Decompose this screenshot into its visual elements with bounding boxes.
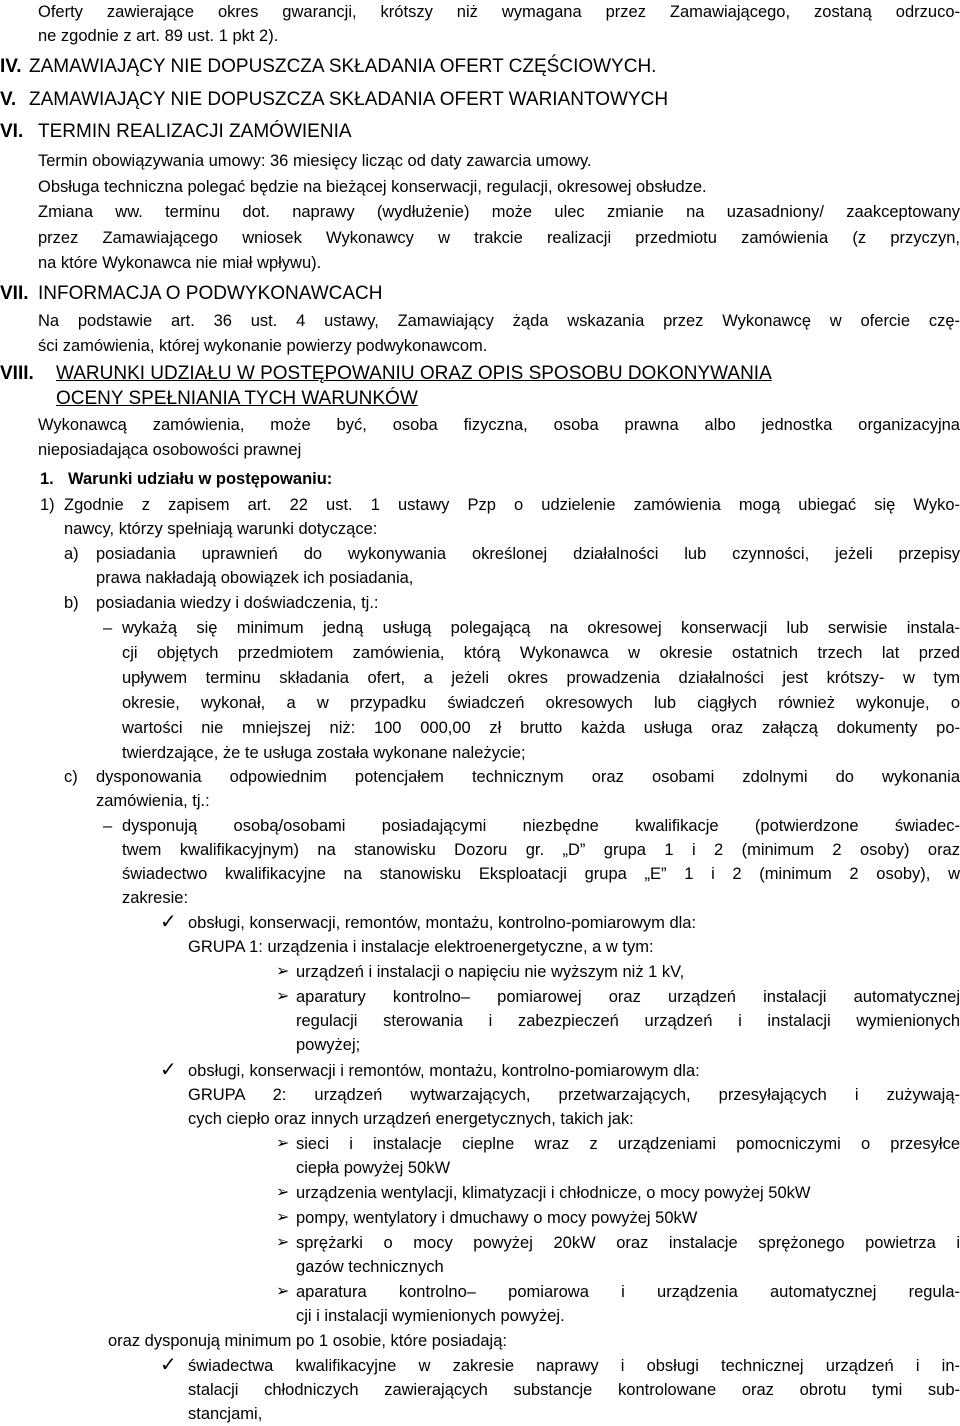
item-a-marker: a) xyxy=(64,545,79,563)
check-2-text: obsługi, konserwacji i remontów, montażu, kontrolno-pomiarowym dla: xyxy=(188,1062,700,1080)
check-2-arrow-4-line-2: gazów technicznych xyxy=(296,1258,444,1276)
section-iv-title: ZAMAWIAJĄCY NIE DOPUSZCZA SKŁADANIA OFERT CZĘŚCIOWYCH. xyxy=(29,56,657,77)
check-1-arrow-2-line-3: powyżej; xyxy=(296,1036,361,1054)
item-b-marker: b) xyxy=(64,594,79,612)
section-vi-number: VI. xyxy=(0,121,24,142)
closing-line: oraz dysponują minimum po 1 osobie, które posiadają: xyxy=(108,1332,507,1350)
check-icon: ✓ xyxy=(160,1354,177,1376)
arrow-icon: ➢ xyxy=(276,988,290,1005)
section-viii-line-2: nieposiadająca osobowości prawnej xyxy=(38,441,302,459)
section-viii-heading xyxy=(0,362,960,386)
section-vii-number: VII. xyxy=(0,283,29,304)
section-viii-title-line-1: WARUNKI UDZIAŁU W POSTĘPOWANIU ORAZ OPIS SPOSOBU DOKONYWANIA xyxy=(56,363,772,384)
check-2-group-line-2: cych ciepło oraz innych urządzeń energetycznych, takich jak: xyxy=(188,1110,634,1128)
section-vi-line-3: Zmiana ww. terminu dot. naprawy (wydłużenie) może ulec zmianie na uzasadniony/ zaakceptowany xyxy=(38,203,960,221)
check-2-group-line-1: GRUPA 2: urządzeń wytwarzających, przetwarzających, przesyłających i zużywają- xyxy=(188,1086,960,1104)
section-vi-line-2: Obsługa techniczna polegać będzie na bieżącej konserwacji, regulacji, okresowej obsłudze. xyxy=(38,178,707,196)
check-1-arrow-2-line-1: aparatury kontrolno– pomiarowej oraz urządzeń instalacji automatycznej xyxy=(296,988,960,1006)
check-1-group: GRUPA 1: urządzenia i instalacje elektroenergetyczne, a w tym: xyxy=(188,938,654,956)
item-b-text: posiadania wiedzy i doświadczenia, tj.: xyxy=(96,594,379,612)
item-c-dash-line-2: twem kwalifikacyjnym) na stanowisku Dozoru gr. „D” grupa 1 i 2 (minimum 2 osoby) oraz xyxy=(122,841,960,859)
section-vii-line-1: Na podstawie art. 36 ust. 4 ustawy, Zamawiający żąda wskazania przez Wykonawcę w ofercie czę- xyxy=(38,312,960,330)
check-2-arrow-5-line-2: cji i instalacji wymienionych powyżej. xyxy=(296,1307,565,1325)
item-1-marker: 1) xyxy=(40,496,55,514)
arrow-icon: ➢ xyxy=(276,1283,290,1300)
item-c-dash-line-4: zakresie: xyxy=(122,889,189,907)
check-3-line-1: świadectwa kwalifikacyjne w zakresie naprawy i obsługi technicznej urządzeń i in- xyxy=(188,1357,960,1375)
intro-line-1: Oferty zawierające okres gwarancji, krótszy niż wymagana przez Zamawiającego, zostaną odrzuco- xyxy=(38,3,960,21)
item-1-line-2: nawcy, którzy spełniają warunki dotyczące: xyxy=(64,520,378,538)
item-c-dash-marker: – xyxy=(103,817,113,835)
item-b-dash-line-1: wykażą się minimum jedną usługą polegającą na okresowej konserwacji lub serwisie instala- xyxy=(122,619,960,637)
check-1-arrow-2-line-2: regulacji sterowania i zabezpieczeń urządzeń i instalacji wymienionych xyxy=(296,1012,960,1030)
subsection-1-title: Warunki udziału w postępowaniu: xyxy=(68,470,333,488)
check-2-arrow-5-line-1: aparatura kontrolno– pomiarowa i urządzenia automatycznej regula- xyxy=(296,1283,960,1301)
check-2-arrow-1-line-2: ciepła powyżej 50kW xyxy=(296,1159,451,1177)
item-c-dash-line-1: dysponują osobą/osobami posiadającymi niezbędne kwalifikacje (potwierdzone świadec- xyxy=(122,817,960,835)
section-vii-title: INFORMACJA O PODWYKONAWCACH xyxy=(38,283,383,304)
arrow-icon: ➢ xyxy=(276,1234,290,1251)
check-3-line-3: stancjami, xyxy=(188,1405,263,1423)
section-vi-line-1: Termin obowiązywania umowy: 36 miesięcy licząc od daty zawarcia umowy. xyxy=(38,152,592,170)
section-v-title: ZAMAWIAJĄCY NIE DOPUSZCZA SKŁADANIA OFERT WARIANTOWYCH xyxy=(29,89,669,110)
section-vi-line-5: na które Wykonawca nie miał wpływu). xyxy=(38,254,322,272)
item-c-marker: c) xyxy=(64,768,78,786)
check-3-line-2: stalacji chłodniczych zawierających substancje kontrolowane oraz obrotu tymi sub- xyxy=(188,1381,960,1399)
arrow-icon: ➢ xyxy=(276,1184,290,1201)
item-b-dash-marker: – xyxy=(103,619,113,637)
check-1-arrow-1-line-1: urządzeń i instalacji o napięciu nie wyższym niż 1 kV, xyxy=(296,963,685,981)
check-1-text: obsługi, konserwacji, remontów, montażu, kontrolno-pomiarowym dla: xyxy=(188,914,697,932)
item-c-line-1: dysponowania odpowiednim potencjałem technicznym oraz osobami zdolnymi do wykonania xyxy=(96,768,960,786)
item-b-dash-line-4: okresie, wykonał, a w przypadku świadczeń okresowych lub ciągłych również wykonuje, o xyxy=(122,694,960,712)
section-vi-title: TERMIN REALIZACJI ZAMÓWIENIA xyxy=(38,121,352,142)
check-2-arrow-1-line-1: sieci i instalacje cieplne wraz z urządzeniami pomocniczymi o przesyłce xyxy=(296,1135,960,1153)
section-viii-title-line-2: OCENY SPEŁNIANIA TYCH WARUNKÓW xyxy=(56,388,418,409)
item-1-line-1: Zgodnie z zapisem art. 22 ust. 1 ustawy Pzp o udzielenie zamówienia mogą ubiegać się Wyko- xyxy=(64,496,960,514)
section-viii-line-1: Wykonawcą zamówienia, może być, osoba fizyczna, osoba prawna albo jednostka organizacyjna xyxy=(38,416,960,434)
check-icon: ✓ xyxy=(160,911,177,933)
section-vii-line-2: ści zamówienia, której wykonanie powierzy podwykonawcom. xyxy=(38,337,488,355)
check-2-arrow-4-line-1: sprężarki o mocy powyżej 20kW oraz instalacje sprężonego powietrza i xyxy=(296,1234,960,1252)
section-v-number: V. xyxy=(0,89,17,110)
section-vi-line-4: przez Zamawiającego wniosek Wykonawcy w trakcie realizacji przedmiotu zamówienia (z przyczyn, xyxy=(38,229,960,247)
item-c-dash-line-3: świadectwo kwalifikacyjne na stanowisku Eksploatacji grupa „E” 1 i 2 (minimum 2 osoby), w xyxy=(122,865,960,883)
item-a-line-1: posiadania uprawnień do wykonywania określonej działalności lub czynności, jeżeli przepisy xyxy=(96,545,960,563)
item-c-line-2: zamówienia, tj.: xyxy=(96,792,210,810)
item-b-dash-line-6: twierdzające, że te usługa została wykonane należycie; xyxy=(122,744,526,762)
intro-line-2: ne zgodnie z art. 89 ust. 1 pkt 2). xyxy=(38,27,279,45)
item-b-dash-line-3: upływem terminu składania ofert, a jeżeli okres prowadzenia działalności jest krótszy- w tym xyxy=(122,669,960,687)
item-a-line-2: prawa nakładają obowiązek ich posiadania, xyxy=(96,569,414,587)
item-b-dash-line-5: wartości nie mniejszej niż: 100 000,00 zł brutto każda usługa oraz załączą dokumenty po- xyxy=(122,719,960,737)
arrow-icon: ➢ xyxy=(276,1209,290,1226)
section-iv-number: IV. xyxy=(0,56,22,77)
check-icon: ✓ xyxy=(160,1059,177,1081)
arrow-icon: ➢ xyxy=(276,1135,290,1152)
check-2-arrow-2-line-1: urządzenia wentylacji, klimatyzacji i chłodnicze, o mocy powyżej 50kW xyxy=(296,1184,811,1202)
check-2-arrow-3-line-1: pompy, wentylatory i dmuchawy o mocy powyżej 50kW xyxy=(296,1209,698,1227)
section-viii-number: VIII. xyxy=(0,363,34,384)
item-b-dash-line-2: cji objętych przedmiotem zamówienia, którą Wykonawca w okresie ostatnich trzech lat przed xyxy=(122,644,960,662)
arrow-icon: ➢ xyxy=(276,963,290,980)
subsection-1-number: 1. xyxy=(40,470,54,488)
